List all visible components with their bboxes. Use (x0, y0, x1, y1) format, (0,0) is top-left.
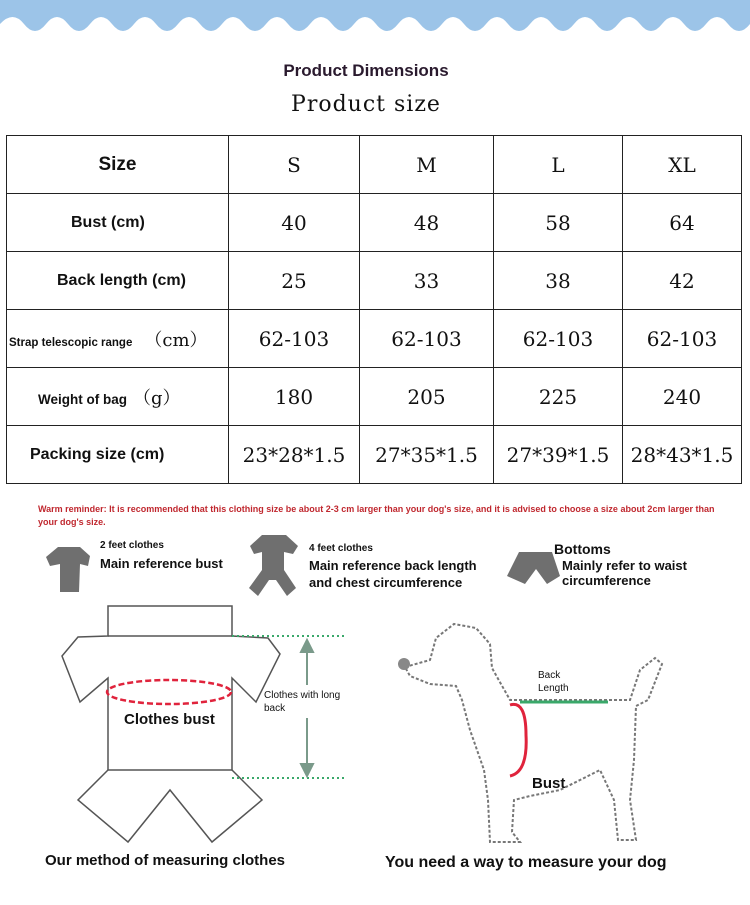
category-four-feet: 4 feet clothes Main reference back length and chest circumference (309, 543, 477, 590)
table-cell: 33 (360, 252, 494, 310)
clothes-bust-measure-line (107, 680, 231, 704)
table-cell: 27*39*1.5 (494, 426, 623, 484)
wave-header-decoration (0, 0, 750, 40)
table-cell: 62-103 (229, 310, 360, 368)
size-header-cell: M (360, 136, 494, 194)
category-two-feet: 2 feet clothes Main reference bust (100, 540, 223, 571)
table-cell: 58 (494, 194, 623, 252)
warm-reminder-text: Warm reminder: It is recommended that this clothing size be about 2-3 cm larger than your dog's size, and it is advised to choose a size about 2cm larger than your dog's size. (38, 504, 715, 527)
size-header-cell: XL (623, 136, 742, 194)
four-leg-suit-icon (249, 535, 298, 596)
table-cell: 38 (494, 252, 623, 310)
table-cell: 205 (360, 368, 494, 426)
table-cell: 225 (494, 368, 623, 426)
size-table (6, 135, 742, 484)
table-cell: 62-103 (494, 310, 623, 368)
table-cell: 28*43*1.5 (623, 426, 742, 484)
table-row (7, 252, 742, 310)
clothes-bust-label: Clothes bust (124, 711, 215, 728)
row-label: Bust (cm) (7, 194, 229, 252)
dog-outline-drawing (405, 624, 662, 842)
row-label: Back length (cm) (7, 252, 229, 310)
row-label: Weight of bag （g） (7, 368, 229, 426)
table-cell: 62-103 (623, 310, 742, 368)
table-row (7, 368, 742, 426)
category-bottoms: Bottoms Mainly refer to waist circumference (554, 541, 687, 588)
table-cell: 62-103 (360, 310, 494, 368)
section-title: Product Dimensions (283, 61, 449, 80)
dog-bust-label: Bust (532, 775, 566, 792)
row-label: Strap telescopic range （cm） (7, 310, 229, 368)
section-subtitle: Product size (291, 92, 441, 117)
table-row (7, 194, 742, 252)
table-cell: 25 (229, 252, 360, 310)
table-row (7, 426, 742, 484)
table-row (7, 310, 742, 368)
table-cell: 180 (229, 368, 360, 426)
dog-nose (398, 658, 410, 670)
table-cell: 240 (623, 368, 742, 426)
table-cell: 27*35*1.5 (360, 426, 494, 484)
two-leg-shirt-icon (46, 547, 90, 592)
size-header-cell: S (229, 136, 360, 194)
size-header-cell: L (494, 136, 623, 194)
table-cell: 42 (623, 252, 742, 310)
bottoms-icon (507, 552, 560, 584)
table-cell: 23*28*1.5 (229, 426, 360, 484)
size-header-label: Size (7, 136, 229, 194)
table-header-row (7, 136, 742, 194)
row-label: Packing size (cm) (7, 426, 229, 484)
table-cell: 64 (623, 194, 742, 252)
table-cell: 48 (360, 194, 494, 252)
clothes-measure-caption: Our method of measuring clothes (45, 852, 286, 869)
table-cell: 40 (229, 194, 360, 252)
dog-bust-measure-line (510, 704, 526, 776)
dog-measure-caption: You need a way to measure your dog (385, 854, 667, 871)
clothes-back-length-label: Clothes with long back (264, 690, 341, 714)
dog-back-length-label: Back Length (538, 670, 569, 694)
